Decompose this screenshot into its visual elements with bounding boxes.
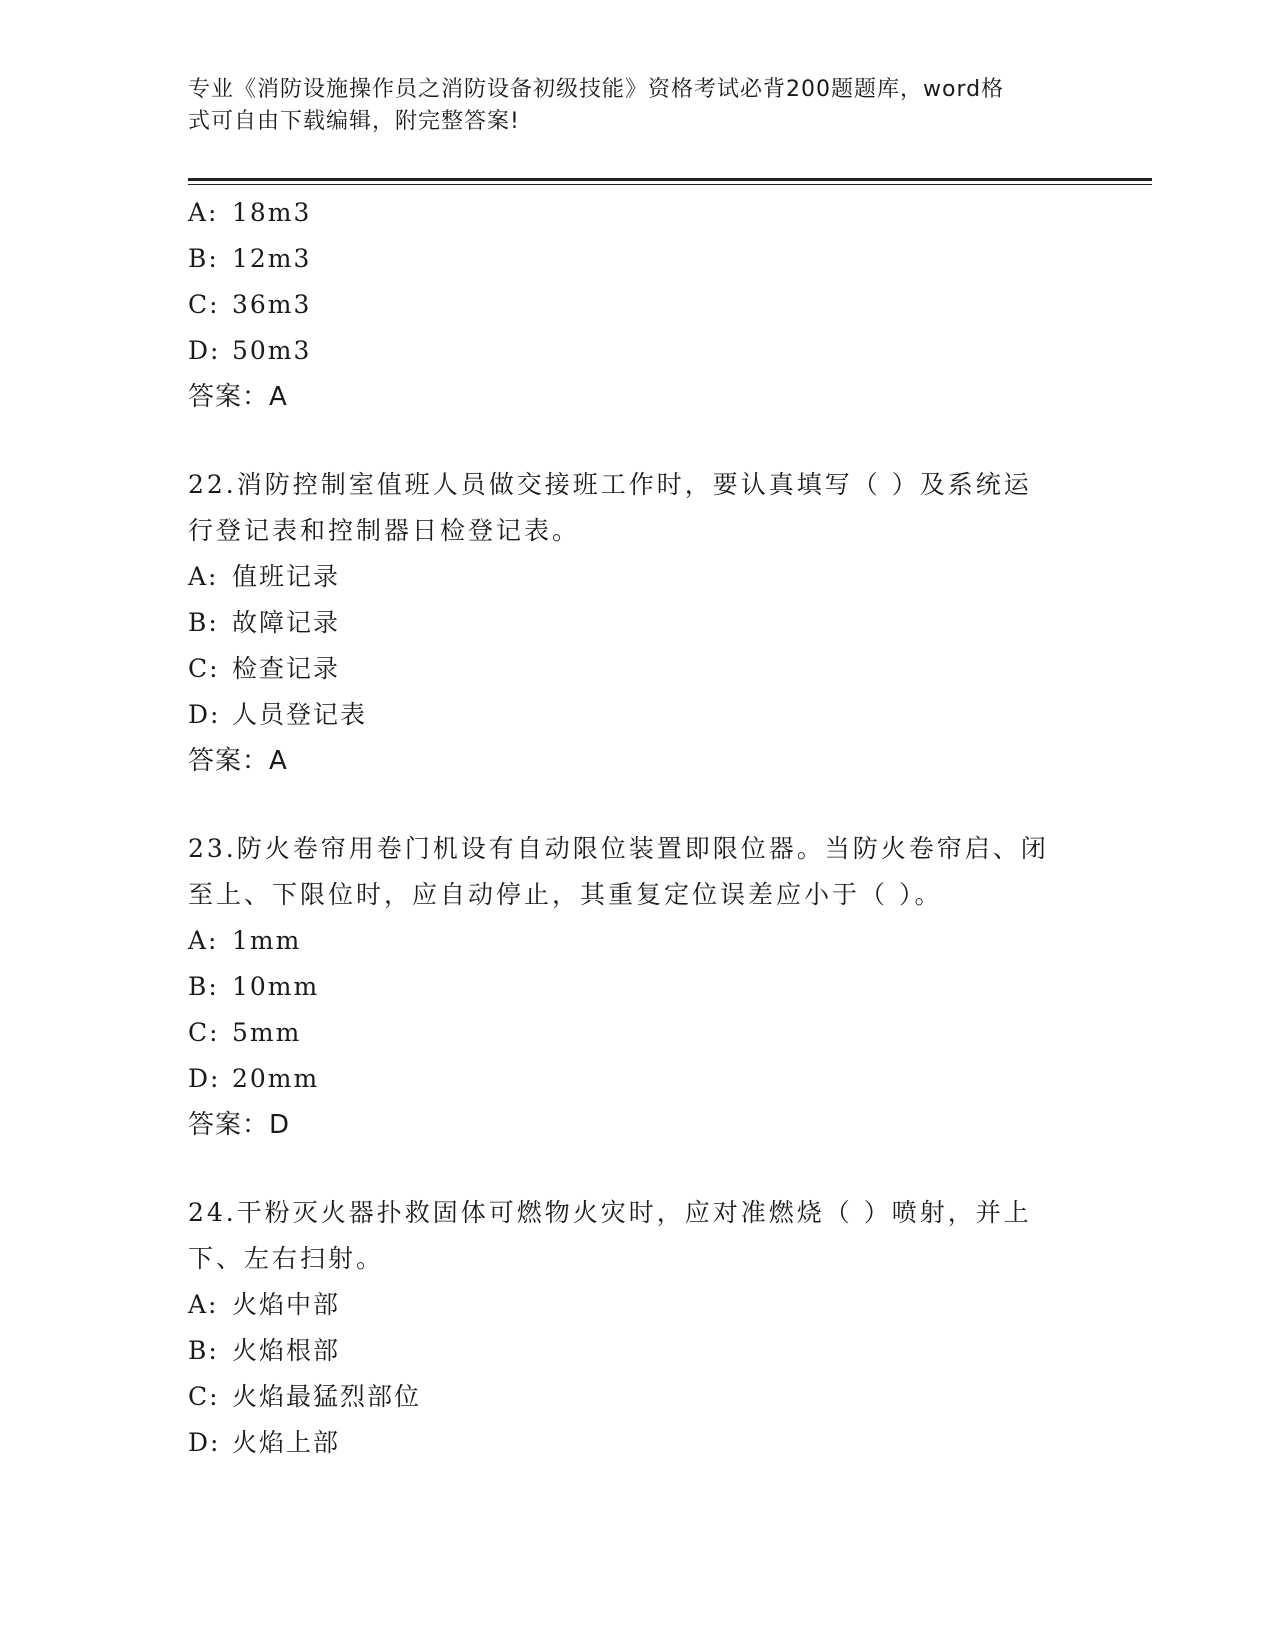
option-b: B: 10mm — [188, 972, 320, 1001]
question-text-line-1: 23.防火卷帘用卷门机设有自动限位装置即限位器。当防火卷帘启、闭 — [188, 834, 1049, 863]
option-b: B: 火焰根部 — [188, 1336, 341, 1365]
question-text-line-1: 24.干粉灭火器扑救固体可燃物火灾时，应对准燃烧（ ）喷射，并上 — [188, 1198, 1032, 1227]
header-line-2: 式可自由下载编辑，附完整答案! — [188, 109, 520, 134]
answer-line: 答案：A — [188, 746, 288, 776]
option-d: D: 人员登记表 — [188, 700, 368, 729]
option-a: A: 火焰中部 — [188, 1290, 341, 1319]
question-22 — [188, 462, 1088, 784]
option-c: C: 5mm — [188, 1018, 302, 1047]
option-d: D: 20mm — [188, 1064, 320, 1093]
question-23 — [188, 826, 1088, 1148]
question-21 — [188, 190, 1088, 420]
question-text-line-1: 22.消防控制室值班人员做交接班工作时，要认真填写（ ）及系统运 — [188, 470, 1032, 499]
document-header — [188, 74, 1068, 138]
answer-line: 答案：D — [188, 1110, 291, 1140]
option-c: C: 火焰最猛烈部位 — [188, 1382, 422, 1411]
answer-line: 答案：A — [188, 382, 288, 412]
option-a: A: 1mm — [188, 926, 302, 955]
option-b: B: 12m3 — [188, 244, 312, 273]
option-a: A: 值班记录 — [188, 562, 341, 591]
question-text-line-2: 下、左右扫射。 — [188, 1244, 385, 1273]
option-c: C: 检查记录 — [188, 654, 341, 683]
header-line-1: 专业《消防设施操作员之消防设备初级技能》资格考试必背200题题库，word格 — [188, 77, 1005, 102]
question-text-line-2: 至上、下限位时，应自动停止，其重复定位误差应小于（ ）。 — [188, 880, 943, 909]
option-b: B: 故障记录 — [188, 608, 341, 637]
question-list — [188, 190, 1088, 1466]
option-c: C: 36m3 — [188, 290, 312, 319]
option-d: D: 火焰上部 — [188, 1428, 341, 1457]
header-divider-thin — [188, 184, 1152, 185]
option-a: A: 18m3 — [188, 198, 312, 227]
option-d: D: 50m3 — [188, 336, 312, 365]
question-24 — [188, 1190, 1088, 1466]
question-text-line-2: 行登记表和控制器日检登记表。 — [188, 516, 581, 545]
header-divider-thick — [188, 178, 1152, 181]
